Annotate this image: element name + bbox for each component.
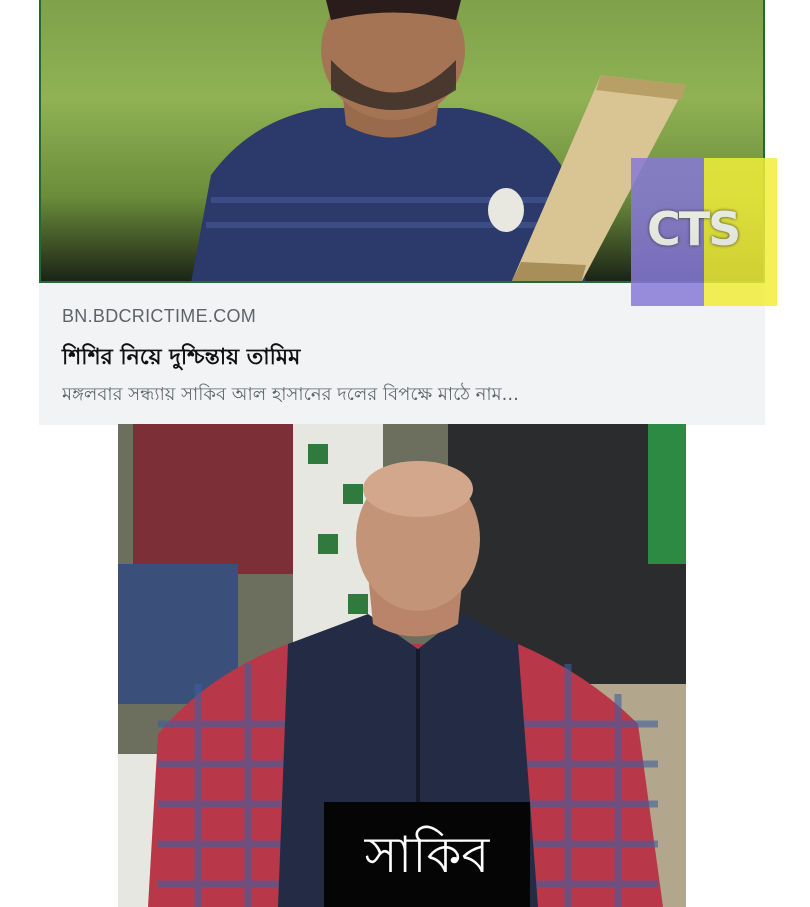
watermark-text: CTS bbox=[647, 202, 740, 256]
meme-photo bbox=[118, 424, 686, 907]
link-preview-meta bbox=[62, 306, 752, 411]
caption-box bbox=[324, 802, 530, 907]
link-title[interactable]: শিশির নিয়ে দুশ্চিন্তায় তামিম bbox=[62, 345, 301, 370]
link-preview-card[interactable] bbox=[39, 0, 765, 425]
caption-text: সাকিব bbox=[364, 825, 490, 884]
link-domain: BN.BDCRICTIME.COM bbox=[62, 306, 257, 326]
link-description: মঙ্গলবার সন্ধ্যায় সাকিব আল হাসানের দলের বিপক্ষে মাঠে নাম... bbox=[62, 384, 519, 405]
watermark-logo bbox=[631, 158, 777, 306]
